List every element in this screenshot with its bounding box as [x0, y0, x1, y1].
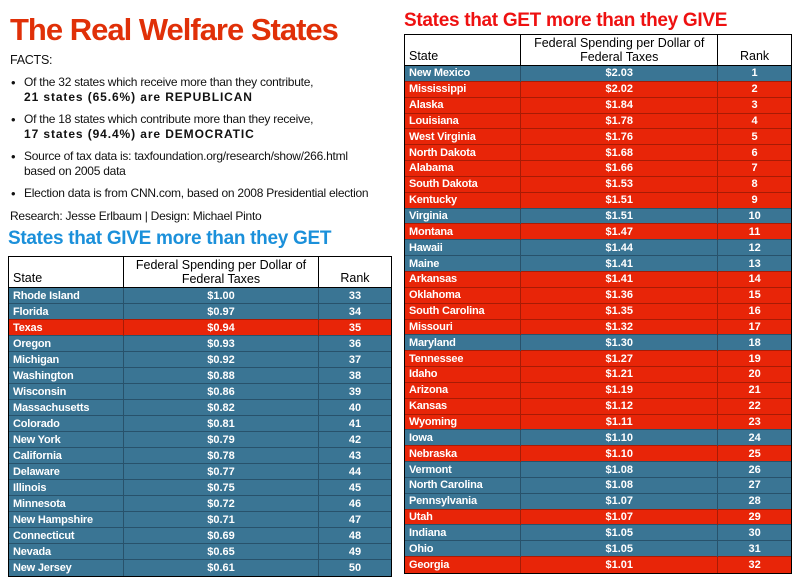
rank-cell: 14 [718, 271, 791, 287]
rank-cell: 18 [718, 335, 791, 351]
state-cell: Mississippi [405, 81, 521, 97]
state-cell: South Carolina [405, 303, 521, 319]
facts-label: FACTS: [10, 53, 53, 67]
table-row [405, 351, 791, 367]
state-cell: Missouri [405, 319, 521, 335]
rank-cell: 36 [318, 336, 391, 352]
rank-cell: 5 [718, 129, 791, 145]
table-row [405, 509, 791, 525]
spending-cell: $1.10 [521, 446, 718, 462]
table-row [405, 398, 791, 414]
state-cell: Minnesota [9, 496, 124, 512]
state-cell: Nebraska [405, 446, 521, 462]
rank-cell: 39 [318, 384, 391, 400]
table-row [405, 525, 791, 541]
state-cell: Arkansas [405, 271, 521, 287]
spending-cell: $1.19 [521, 382, 718, 398]
state-cell: Texas [9, 320, 124, 336]
state-cell: Arizona [405, 382, 521, 398]
table-row [9, 352, 391, 368]
column-header-spending-line1: Federal Spending per Dollar of [534, 36, 705, 50]
table-row [9, 288, 391, 304]
rank-cell: 19 [718, 351, 791, 367]
state-cell: Idaho [405, 367, 521, 383]
table-row [405, 161, 791, 177]
rank-cell: 1 [718, 66, 791, 82]
spending-cell: $1.21 [521, 367, 718, 383]
state-cell: Indiana [405, 525, 521, 541]
header-row [9, 257, 391, 288]
rank-cell: 23 [718, 414, 791, 430]
table-row [405, 113, 791, 129]
column-header-spending-line2: Federal Taxes [181, 272, 261, 286]
table-row [405, 477, 791, 493]
rank-cell: 34 [318, 304, 391, 320]
table-row [405, 446, 791, 462]
table-row [405, 81, 791, 97]
table-row [405, 145, 791, 161]
table-row [405, 287, 791, 303]
table-row [405, 224, 791, 240]
spending-cell: $1.32 [521, 319, 718, 335]
rank-cell: 49 [318, 544, 391, 560]
table-row [405, 66, 791, 82]
spending-cell: $0.92 [124, 352, 319, 368]
spending-cell: $0.81 [124, 416, 319, 432]
spending-cell: $1.76 [521, 129, 718, 145]
give-table-body [9, 288, 391, 576]
rank-cell: 31 [718, 541, 791, 557]
rank-cell: 40 [318, 400, 391, 416]
state-cell: North Dakota [405, 145, 521, 161]
state-cell: Washington [9, 368, 124, 384]
table-row [405, 192, 791, 208]
state-cell: Wyoming [405, 414, 521, 430]
spending-cell: $1.05 [521, 541, 718, 557]
rank-cell: 43 [318, 448, 391, 464]
rank-cell: 46 [318, 496, 391, 512]
table-row [405, 541, 791, 557]
table-row [405, 129, 791, 145]
rank-cell: 17 [718, 319, 791, 335]
spending-cell: $1.51 [521, 208, 718, 224]
spending-cell: $1.07 [521, 509, 718, 525]
state-cell: West Virginia [405, 129, 521, 145]
fact-text: Election data is from CNN.com, based on 2008 Presidential election [24, 186, 369, 200]
spending-cell: $1.08 [521, 462, 718, 478]
spending-cell: $0.94 [124, 320, 319, 336]
spending-cell: $1.47 [521, 224, 718, 240]
get-states-table [405, 35, 791, 573]
spending-cell: $1.78 [521, 113, 718, 129]
give-table-header [9, 257, 391, 288]
fact-emphasis-text: 21 states (65.6%) are REPUBLICAN [24, 90, 253, 104]
rank-cell: 30 [718, 525, 791, 541]
spending-cell: $1.66 [521, 161, 718, 177]
state-cell: Connecticut [9, 528, 124, 544]
spending-cell: $0.82 [124, 400, 319, 416]
spending-cell: $0.77 [124, 464, 319, 480]
state-cell: Louisiana [405, 113, 521, 129]
state-cell: Illinois [9, 480, 124, 496]
page-title: The Real Welfare States [10, 12, 338, 47]
spending-cell: $0.61 [124, 560, 319, 576]
table-row [405, 493, 791, 509]
state-cell: Alaska [405, 97, 521, 113]
table-row [9, 336, 391, 352]
state-cell: Maine [405, 256, 521, 272]
state-cell: Utah [405, 509, 521, 525]
state-cell: Massachusetts [9, 400, 124, 416]
spending-cell: $1.12 [521, 398, 718, 414]
table-row [9, 496, 391, 512]
column-header-state: State [405, 35, 521, 66]
rank-cell: 50 [318, 560, 391, 576]
column-header-spending [124, 257, 319, 288]
rank-cell: 11 [718, 224, 791, 240]
spending-cell: $1.10 [521, 430, 718, 446]
state-cell: New Mexico [409, 67, 470, 80]
spending-cell: $0.65 [124, 544, 319, 560]
table-row [9, 512, 391, 528]
table-row [405, 335, 791, 351]
spending-cell: $0.97 [124, 304, 319, 320]
rank-cell: 8 [718, 176, 791, 192]
rank-cell: 44 [318, 464, 391, 480]
fact-item [10, 186, 402, 201]
rank-cell: 41 [318, 416, 391, 432]
state-cell: North Carolina [405, 477, 521, 493]
spending-cell: $1.44 [521, 240, 718, 256]
spending-cell: $1.35 [521, 303, 718, 319]
table-row [405, 382, 791, 398]
state-cell: New Hampshire [9, 512, 124, 528]
rank-cell: 4 [718, 113, 791, 129]
rank-cell: 29 [718, 509, 791, 525]
table-row [405, 256, 791, 272]
rank-cell: 22 [718, 398, 791, 414]
fact-item [10, 149, 402, 179]
fact-text: Of the 32 states which receive more than they contribute, [24, 75, 314, 89]
state-cell: Wisconsin [9, 384, 124, 400]
column-header-spending-line1: Federal Spending per Dollar of [135, 258, 307, 272]
spending-cell: $0.72 [124, 496, 319, 512]
rank-cell: 42 [318, 432, 391, 448]
table-row [405, 462, 791, 478]
table-row [9, 448, 391, 464]
rank-cell: 6 [718, 145, 791, 161]
table-row [9, 384, 391, 400]
spending-cell: $2.03 [521, 66, 718, 82]
table-row [9, 480, 391, 496]
facts-section [10, 53, 402, 223]
spending-cell: $1.07 [521, 493, 718, 509]
table-row [9, 464, 391, 480]
state-cell: New Jersey [9, 560, 124, 576]
facts-list [10, 75, 402, 201]
rank-cell: 24 [718, 430, 791, 446]
spending-cell: $1.51 [521, 192, 718, 208]
spending-cell: $1.41 [521, 256, 718, 272]
rank-cell: 33 [318, 288, 391, 304]
rank-cell: 47 [318, 512, 391, 528]
get-table-heading: States that GET more than they GIVE [404, 10, 728, 31]
spending-cell: $0.79 [124, 432, 319, 448]
table-row [9, 560, 391, 576]
spending-cell: $0.78 [124, 448, 319, 464]
rank-cell: 2 [718, 81, 791, 97]
state-cell: Oklahoma [405, 287, 521, 303]
fact-item [10, 75, 402, 105]
rank-cell: 38 [318, 368, 391, 384]
table-row [9, 320, 391, 336]
state-cell: Kentucky [405, 192, 521, 208]
get-table-header [405, 35, 791, 66]
rank-cell: 20 [718, 367, 791, 383]
fact-emphasis-text: 17 states (94.4%) are DEMOCRATIC [24, 127, 255, 141]
state-cell: Nevada [9, 544, 124, 560]
state-cell: New York [9, 432, 124, 448]
rank-cell: 45 [318, 480, 391, 496]
table-row [405, 97, 791, 113]
state-cell: Iowa [405, 430, 521, 446]
spending-cell: $1.53 [521, 176, 718, 192]
spending-cell: $0.86 [124, 384, 319, 400]
state-cell: Maryland [405, 335, 521, 351]
rank-cell: 16 [718, 303, 791, 319]
fact-item [10, 112, 402, 142]
state-cell: Oregon [9, 336, 124, 352]
state-cell: South Dakota [405, 176, 521, 192]
spending-cell: $0.88 [124, 368, 319, 384]
give-states-table [9, 257, 391, 576]
table-row [9, 304, 391, 320]
table-row [9, 528, 391, 544]
table-row [9, 368, 391, 384]
spending-cell: $1.84 [521, 97, 718, 113]
rank-cell: 32 [718, 557, 791, 573]
state-cell: Florida [9, 304, 124, 320]
rank-cell: 9 [718, 192, 791, 208]
spending-cell: $2.02 [521, 81, 718, 97]
state-cell: Tennessee [405, 351, 521, 367]
table-row [405, 208, 791, 224]
column-header-rank: Rank [318, 257, 391, 288]
table-row [9, 400, 391, 416]
rank-cell: 10 [718, 208, 791, 224]
column-header-spending [521, 35, 718, 66]
table-row [9, 416, 391, 432]
rank-cell: 37 [318, 352, 391, 368]
state-cell: Hawaii [405, 240, 521, 256]
give-table [8, 256, 392, 577]
state-cell: Ohio [405, 541, 521, 557]
get-table-body [405, 66, 791, 573]
rank-cell: 13 [718, 256, 791, 272]
table-row [405, 414, 791, 430]
spending-cell: $0.93 [124, 336, 319, 352]
state-cell: Vermont [405, 462, 521, 478]
table-row [405, 367, 791, 383]
state-cell: Colorado [9, 416, 124, 432]
rank-cell: 35 [318, 320, 391, 336]
column-header-rank: Rank [718, 35, 791, 66]
state-cell: Michigan [9, 352, 124, 368]
get-table [404, 34, 792, 574]
rank-cell: 27 [718, 477, 791, 493]
rank-cell: 3 [718, 97, 791, 113]
spending-cell: $0.69 [124, 528, 319, 544]
state-cell: Virginia [405, 208, 521, 224]
table-row [405, 303, 791, 319]
give-table-heading: States that GIVE more than they GET [8, 228, 332, 249]
table-row [9, 432, 391, 448]
fact-text: Of the 18 states which contribute more than they receive, [24, 112, 314, 126]
spending-cell: $1.30 [521, 335, 718, 351]
state-cell: Rhode Island [13, 289, 80, 302]
spending-cell: $1.27 [521, 351, 718, 367]
table-row [405, 430, 791, 446]
state-cell: Kansas [405, 398, 521, 414]
column-header-spending-line2: Federal Taxes [580, 50, 659, 64]
column-header-state: State [9, 257, 124, 288]
header-row [405, 35, 791, 66]
state-cell: California [9, 448, 124, 464]
credit-line: Research: Jesse Erlbaum | Design: Michael Pinto [10, 209, 262, 223]
fact-text: Source of tax data is: taxfoundation.org/research/show/266.html [24, 149, 348, 163]
spending-cell: $1.11 [521, 414, 718, 430]
state-cell: Alabama [405, 161, 521, 177]
spending-cell: $1.05 [521, 525, 718, 541]
rank-cell: 26 [718, 462, 791, 478]
fact-emphasis-text: based on 2005 data [24, 164, 126, 178]
state-cell: Georgia [405, 557, 521, 573]
spending-cell: $1.36 [521, 287, 718, 303]
rank-cell: 12 [718, 240, 791, 256]
spending-cell: $0.75 [124, 480, 319, 496]
state-cell: Pennsylvania [405, 493, 521, 509]
spending-cell: $1.08 [521, 477, 718, 493]
table-row [405, 271, 791, 287]
state-cell: Delaware [9, 464, 124, 480]
spending-cell: $1.68 [521, 145, 718, 161]
table-row [9, 544, 391, 560]
state-cell: Montana [405, 224, 521, 240]
rank-cell: 15 [718, 287, 791, 303]
table-row [405, 240, 791, 256]
spending-cell: $1.41 [521, 271, 718, 287]
rank-cell: 28 [718, 493, 791, 509]
spending-cell: $0.71 [124, 512, 319, 528]
rank-cell: 7 [718, 161, 791, 177]
rank-cell: 25 [718, 446, 791, 462]
spending-cell: $1.01 [521, 557, 718, 573]
table-row [405, 319, 791, 335]
table-row [405, 176, 791, 192]
spending-cell: $1.00 [124, 288, 319, 304]
table-row [405, 557, 791, 573]
rank-cell: 21 [718, 382, 791, 398]
rank-cell: 48 [318, 528, 391, 544]
